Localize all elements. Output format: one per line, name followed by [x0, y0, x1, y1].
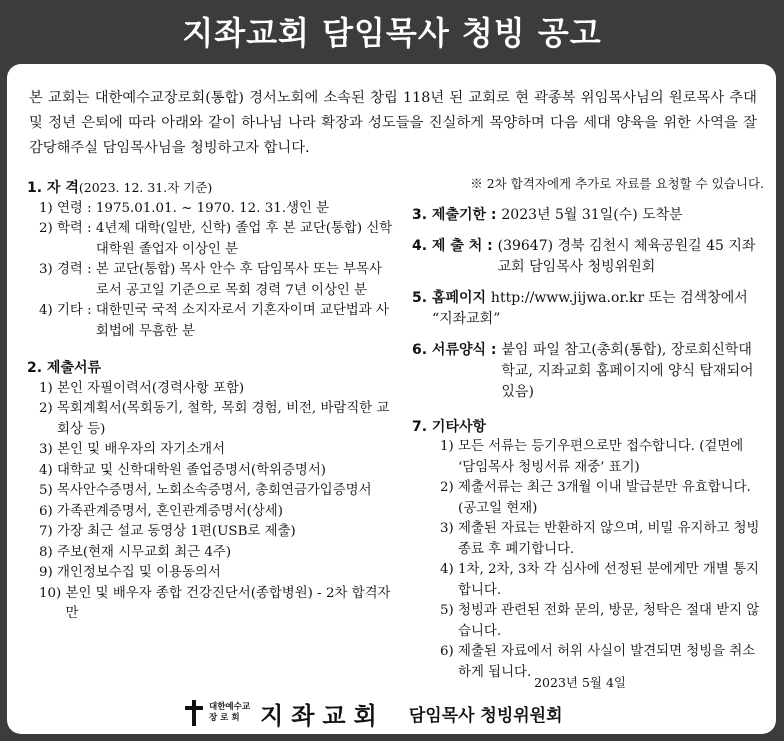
denomination-line1: 대한예수교: [209, 702, 251, 712]
section-homepage: [412, 288, 764, 330]
section-qualifications-basis: (2023. 12. 31.자 기준): [78, 180, 213, 195]
other-item: [412, 437, 764, 478]
document-item: [27, 584, 393, 625]
item-text: 대한민국 국적 소지자로서 기혼자이며 교단법과 사회법에 무흠한 분: [95, 303, 389, 339]
section-address-text: (39647) 경북 김천시 체육공원길 45 지좌교회 담임목사 청빙위원회: [497, 237, 756, 275]
item-text: 1975.01.01. ~ 1970. 12. 31.생인 분: [95, 200, 330, 216]
section-homepage-number: 5.: [412, 289, 432, 306]
item-number: 4): [39, 462, 58, 478]
section-deadline: [412, 205, 764, 226]
item-text: 본인 및 배우자 종합 건강진단서(종합병원) - 2차 합격자만: [65, 585, 391, 621]
section-forms: [412, 340, 764, 403]
document-item: [27, 379, 393, 400]
section-forms-text: 붙임 파일 참고(총회(통합), 장로회신학대학교, 지좌교회 홈페이지에 양식 탑재되어 있음): [501, 341, 754, 400]
qualification-item: [27, 260, 393, 301]
item-number: 5): [39, 483, 58, 498]
item-number: 3): [39, 442, 58, 457]
item-number: 3): [440, 521, 459, 536]
section-forms-heading: 6. 서류양식 :: [412, 341, 502, 358]
item-number: 1) 연령 :: [39, 200, 96, 216]
item-number: 6): [39, 503, 58, 519]
section-address-heading: 4. 제 출 처 :: [412, 237, 498, 254]
other-item: [412, 560, 764, 601]
item-number: 3) 경력 :: [39, 262, 96, 277]
intro-paragraph: 본 교회는 대한예수교장로회(통합) 경서노회에 소속된 창립 118년 된 교회로 현 곽종복 위임목사님의 원로목사 추대 및 정년 은퇴에 따라 아래와 같이 하나님 나라 확장과 성도들을 진실하게 목양하며 다음 세대 양육을 위한 사역을 잘 감당해주실 담임목사님을 청빙하고자 합니다.: [29, 90, 757, 156]
denomination-line2: 장 로 회: [209, 713, 240, 723]
other-item: [412, 519, 764, 560]
section-submission-address: [412, 236, 764, 278]
qualification-item: [27, 219, 393, 260]
item-number: 1): [39, 380, 58, 396]
item-text: 개인정보수집 및 이용동의서: [57, 565, 221, 580]
notice-title: 지좌교회 담임목사 청빙 공고: [182, 14, 602, 52]
other-item: [412, 601, 764, 642]
item-text: 본인 및 배우자의 자기소개서: [57, 442, 226, 457]
section-qualifications: [27, 178, 393, 199]
item-text: 주보(현재 시무교회 최근 4주): [57, 544, 232, 560]
item-number: 10): [39, 585, 66, 601]
item-text: 제출된 자료는 반환하지 않으며, 비밀 유지하고 청빙 종료 후 폐기합니다.: [458, 521, 760, 557]
committee-name: 담임목사 청빙위원회: [408, 705, 563, 726]
item-number: 2): [440, 480, 459, 495]
item-number: 4): [440, 562, 459, 577]
section-deadline-heading: 3. 제출기한 :: [412, 206, 502, 223]
qualification-item: [27, 199, 393, 220]
section-documents-heading: 2. 제출서류: [27, 360, 102, 376]
footer-signature: [185, 698, 563, 728]
item-text: 제출서류는 최근 3개월 이내 발급분만 유효합니다.(공고일 현재): [458, 480, 751, 516]
denomination-label: [209, 702, 250, 724]
item-number: 6): [440, 644, 459, 659]
item-number: 1): [440, 439, 459, 454]
item-text: 청빙과 관련된 전화 문의, 방문, 청탁은 절대 받지 않습니다.: [458, 603, 760, 639]
item-text: 1차, 2차, 3차 각 심사에 선정된 분에게만 개별 통지합니다.: [458, 562, 759, 598]
item-text: 목회계획서(목회동기, 철학, 목회 경험, 비전, 바람직한 교회상 등): [57, 401, 390, 437]
notice-date: 2023년 5월 4일: [534, 675, 626, 690]
other-item: [412, 478, 764, 519]
item-number: 4) 기타 :: [39, 303, 96, 318]
item-number: 8): [39, 544, 58, 560]
section-qualifications-heading: 1. 자 격: [27, 180, 79, 196]
section-deadline-text: 2023년 5월 31일(수) 도착분: [501, 206, 683, 223]
item-text: 4년제 대학(일반, 신학) 졸업 후 본 교단(통합) 신학대학원 졸업자 이상인 분: [95, 221, 393, 257]
document-item: [27, 399, 393, 440]
notice-panel: [7, 64, 776, 734]
right-column: [412, 174, 764, 683]
item-number: 7): [39, 524, 58, 539]
item-text: 모든 서류는 등기우편으로만 접수합니다. (겉면에 ‘담임목사 청빙서류 재중’ 표기): [458, 439, 744, 475]
left-column: [27, 174, 393, 625]
item-text: 가장 최근 설교 동영상 1편(USB로 제출): [57, 524, 296, 539]
section-homepage-label: 홈페이지: [431, 289, 491, 306]
section-other-heading: 7. 기타사항: [412, 418, 487, 435]
qualification-item: [27, 301, 393, 342]
document-item: [27, 440, 393, 461]
item-text: 대학교 및 신학대학원 졸업증명서(학위증명서): [57, 462, 327, 478]
additional-request-note: ※ 2차 합격자에게 추가로 자료를 요청할 수 있습니다.: [470, 176, 764, 191]
item-number: 9): [39, 565, 58, 580]
item-text: 본 교단(통합) 목사 안수 후 담임목사 또는 부목사로서 공고일 기준으로 목회 경력 7년 이상인 분: [95, 262, 382, 298]
document-item: [27, 522, 393, 543]
homepage-link[interactable]: http://www.jijwa.or.kr 또는 검색창에서 “지좌교회”: [431, 289, 748, 327]
document-item: [27, 502, 393, 523]
item-text: 본인 자필이력서(경력사항 포함): [57, 380, 245, 396]
item-text: 가족관계증명서, 혼인관계증명서(상세): [57, 503, 283, 519]
document-item: [27, 481, 393, 502]
church-name: 지좌교회: [260, 701, 385, 730]
document-item: [27, 543, 393, 564]
item-number: 5): [440, 603, 459, 618]
item-number: 2): [39, 401, 58, 416]
item-text: 제출된 자료에서 허위 사실이 발견되면 청빙을 취소하게 됩니다.: [458, 644, 756, 680]
item-text: 목사안수증명서, 노회소속증명서, 총회연금가입증명서: [57, 483, 372, 498]
item-number: 2) 학력 :: [39, 221, 96, 236]
document-item: [27, 461, 393, 482]
cross-icon: [185, 700, 203, 726]
document-item: [27, 563, 393, 584]
